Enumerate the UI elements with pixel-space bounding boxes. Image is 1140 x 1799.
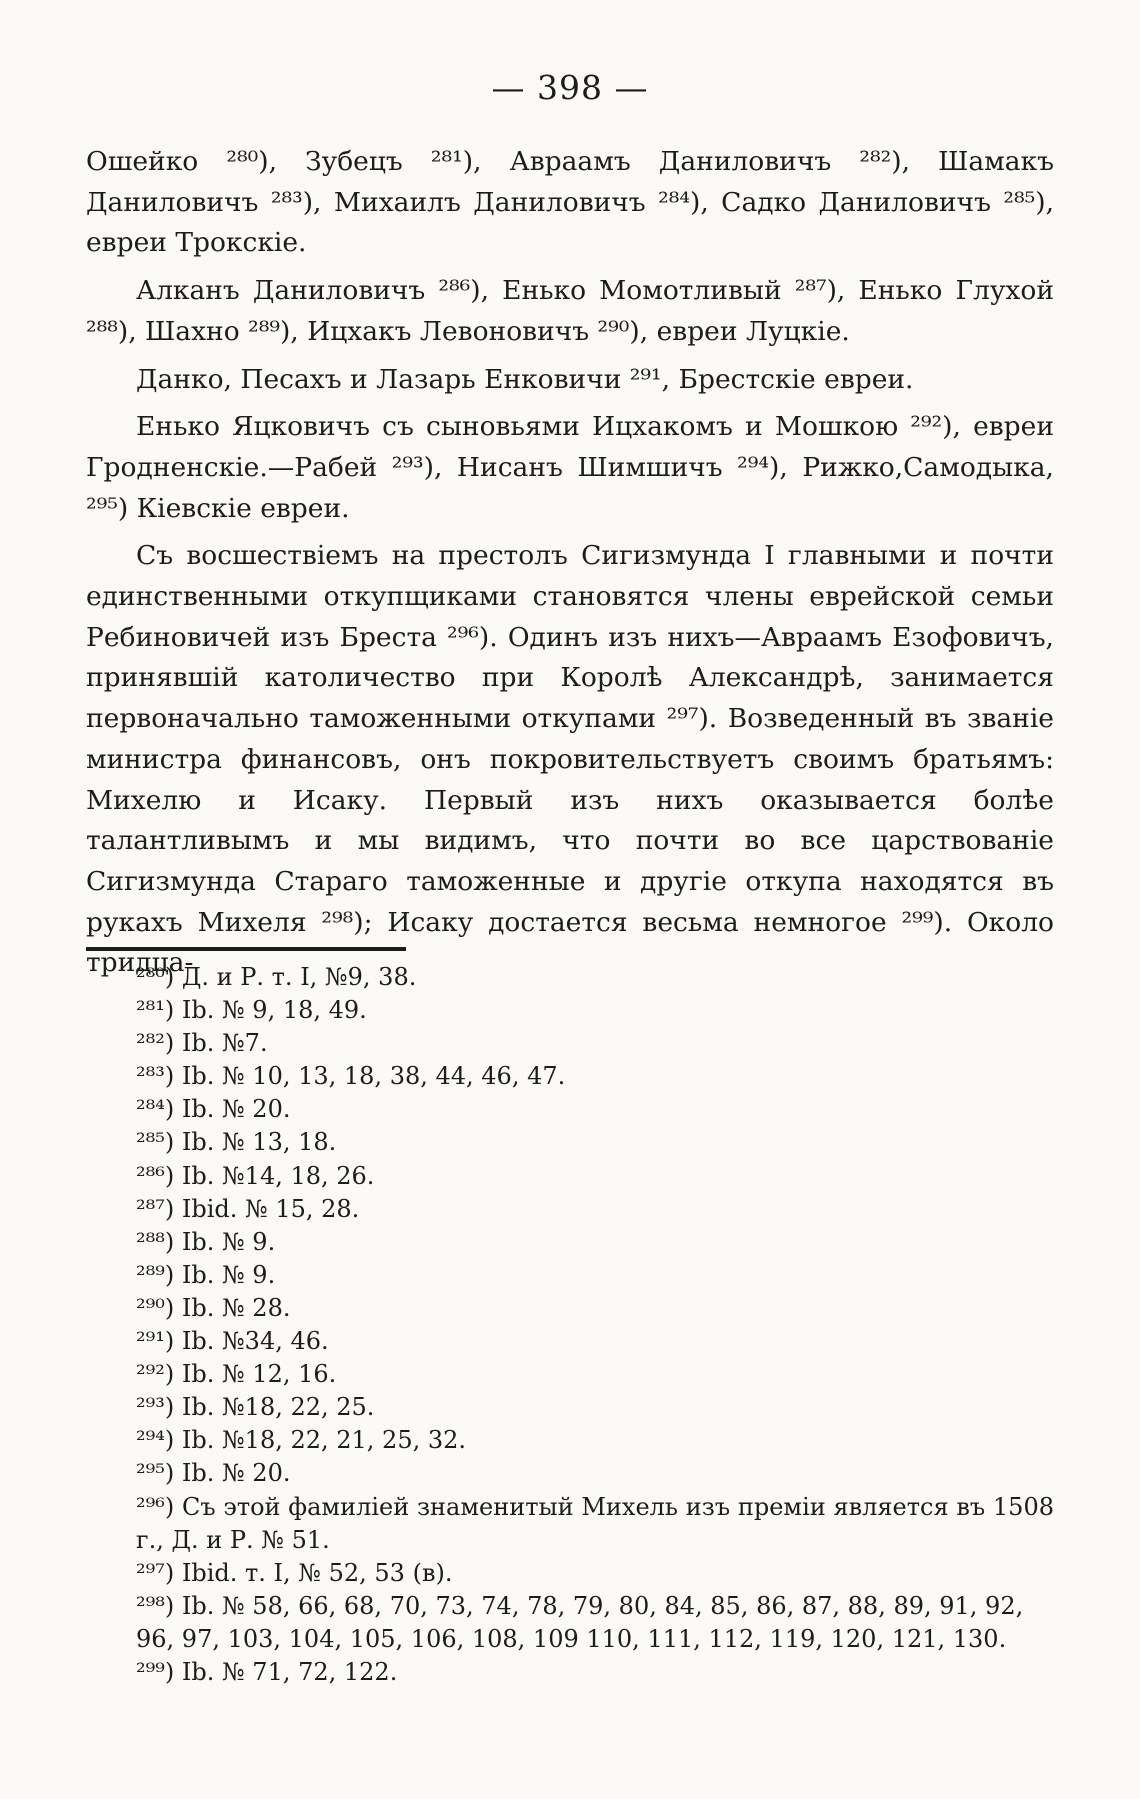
footnote: ²⁹³) Ib. №18, 22, 25. [136,1393,375,1422]
footnote: ²⁸⁴) Ib. № 20. [136,1095,291,1124]
footnote: ²⁹¹) Ib. №34, 46. [136,1327,329,1356]
main-text [86,142,1054,991]
footnote: ²⁹⁵) Ib. № 20. [136,1459,291,1488]
footnote: ²⁸⁷) Ibid. № 15, 28. [136,1194,360,1223]
footnote: ²⁹²) Ib. № 12, 16. [136,1360,337,1389]
paragraph-lutskie: Алканъ Даниловичъ ²⁸⁶), Енько Момотливый ²⁸⁷), Енько Глухой ²⁸⁸), Шахно ²⁸⁹), Ицхакъ Левоновичъ ²⁹⁰), евреи Луцкіе. [86,275,1054,347]
footnote: ²⁸¹) Ib. № 9, 18, 49. [136,996,367,1025]
footnotes [86,961,1054,1689]
footnote: ²⁹⁴) Ib. №18, 22, 21, 25, 32. [136,1426,467,1455]
footnote: ²⁸⁶) Ib. №14, 18, 26. [136,1161,375,1190]
footnote: ²⁹⁹) Ib. № 71, 72, 122. [136,1657,398,1686]
footnote: ²⁸³) Ib. № 10, 13, 18, 38, 44, 46, 47. [136,1062,566,1091]
footnote: ²⁹⁰) Ib. № 28. [136,1293,291,1322]
footnote-divider [86,947,406,951]
footnote: ²⁸⁸) Ib. № 9. [136,1227,276,1256]
paragraph-grodnenskie-kievskie: Енько Яцковичъ съ сыновьями Ицхакомъ и Мошкою ²⁹²), евреи Гродненскіе.—Рабей ²⁹³), Нисанъ Шимшичъ ²⁹⁴), Рижко,Самодыка, ²⁹⁵) Кіевскіе евреи. [86,411,1054,524]
footnote: ²⁹⁶) Съ этой фамиліей знаменитый Михель изъ преміи является въ 1508 г., Д. и Р. № 51. [136,1492,1054,1554]
footnote: ²⁸⁵) Ib. № 13, 18. [136,1128,337,1157]
page-number: — 398 — [491,68,649,107]
paragraph-sigismund: Съ восшествіемъ на престолъ Сигизмунда I главными и почти единственными откупщиками становятся члены еврейской семьи Ребиновичей изъ Бреста ²⁹⁶). Одинъ изъ нихъ—Авраамъ Езофовичъ, принявшій католичество при Королѣ Александрѣ, занимается первоначально таможенными откупами ²⁹⁷). Возведенный въ званіе министра финансовъ, онъ покровительствуетъ своимъ братьямъ: Михелю и Исаку. Первый изъ нихъ оказывается болѣе талантливымъ и мы видимъ, что почти во все царствованіе Сигизмунда Стараго таможенные и другіе откупа находятся въ рукахъ Михеля ²⁹⁸); Исаку достается весьма немногое ²⁹⁹). Около тридца- [86,540,1054,979]
paragraph-trokskie: Ошейко ²⁸⁰), Зубецъ ²⁸¹), Авраамъ Даниловичъ ²⁸²), Шамакъ Даниловичъ ²⁸³), Михаилъ Даниловичъ ²⁸⁴), Садко Даниловичъ ²⁸⁵), евреи Трокскіе. [86,146,1054,259]
footnote: ²⁸⁹) Ib. № 9. [136,1260,276,1289]
footnote: ²⁹⁷) Ibid. т. I, № 52, 53 (в). [136,1558,453,1587]
paragraph-brestskie: Данко, Песахъ и Лазарь Енковичи ²⁹¹, Брестскіе евреи. [136,363,914,395]
footnote: ²⁸²) Ib. №7. [136,1029,268,1058]
footnote: ²⁹⁸) Ib. № 58, 66, 68, 70, 73, 74, 78, 79, 80, 84, 85, 86, 87, 88, 89, 91, 92, 96, 97, 103, 104, 105, 106, 108, 109 110, 111, 112, 119, 120, 121, 130. [136,1591,1024,1653]
footnote: ²⁸⁰) Д. и Р. т. I, №9, 38. [136,963,417,991]
